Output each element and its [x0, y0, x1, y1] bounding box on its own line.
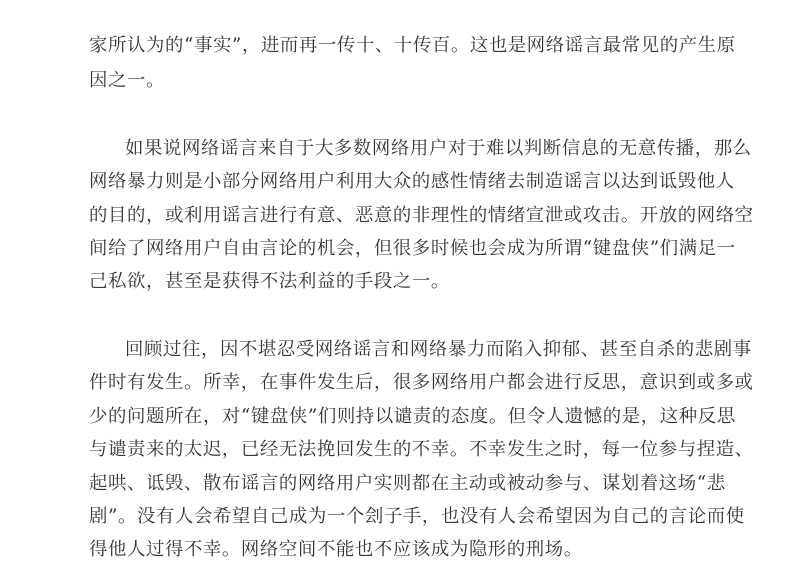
text-line: 回顾过往，因不堪忍受网络谣言和网络暴力而陷入抑郁、甚至自杀的悲剧事 [125, 339, 752, 360]
text-line: 剧”。没有人会希望自己成为一个刽子手，也没有人会希望因为自己的言论而使 [89, 506, 745, 527]
text-line: 的目的，或利用谣言进行有意、恶意的非理性的情绪宣泄或攻击。开放的网络空 [89, 205, 754, 226]
text-line: 家所认为的“事实”，进而再一传十、十传百。这也是网络谣言最常见的产生原 [89, 35, 736, 56]
text-line: 己私欲，甚至是获得不法利益的手段之一。 [89, 271, 450, 292]
text-line: 得他人过得不幸。网络空间不能也不应该成为隐形的刑场。 [89, 539, 583, 560]
text-line: 网络暴力则是小部分网络用户利用大众的感性情绪去制造谣言以达到诋毁他人 [89, 171, 735, 192]
text-line: 与谴责来的太迟，已经无法挽回发生的不幸。不幸发生之时，每一位参与捏造、 [89, 439, 754, 460]
text-line: 间给了网络用户自由言论的机会，但很多时候也会成为所谓“键盘侠”们满足一 [89, 238, 736, 259]
text-line: 如果说网络谣言来自于大多数网络用户对于难以判断信息的无意传播，那么 [125, 138, 752, 159]
text-line: 少的问题所在，对“键盘侠”们则持以谴责的态度。但令人遗憾的是，这种反思 [89, 406, 736, 427]
text-line: 因之一。 [89, 70, 165, 91]
text-line: 起哄、诋毁、散布谣言的网络用户实则都在主动或被动参与、谋划着这场“悲 [89, 473, 726, 494]
text-line: 件时有发生。所幸，在事件发生后，很多网络用户都会进行反思，意识到或多或 [89, 372, 754, 393]
